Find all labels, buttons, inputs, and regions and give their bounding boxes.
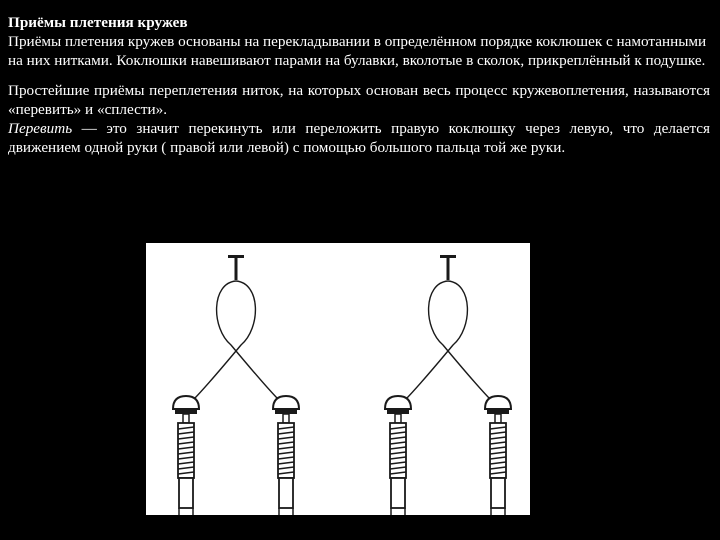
basics-paragraph: Простейшие приёмы переплетения ниток, на которых основан весь процесс кружевоплетения, называются «перевить» и «сплести». <box>8 82 710 118</box>
bobbin-illustration <box>146 243 530 515</box>
intro-paragraph: Приёмы плетения кружев основаны на перекладывании в определённом порядке коклюшек с намотанными на них нитками. Коклюшки навешивают парами на булавки, вколотые в сколок, прикреплённый к подушке. <box>8 33 707 69</box>
bobbin-pair-right <box>385 255 511 515</box>
definition-paragraph <box>8 119 710 157</box>
definition-term: Перевить <box>8 120 73 137</box>
bobbin-pair-left <box>173 255 299 515</box>
bobbin-drawing <box>146 243 530 515</box>
definition-text: — это значит перекинуть или переложить правую коклюшку через левую, что делается движением одной руки ( правой или левой) с помощью большого пальца той же руки. <box>8 120 710 156</box>
slide-title: Приёмы плетения кружев <box>8 14 188 31</box>
text-block <box>8 13 710 157</box>
paragraph-gap <box>8 70 710 81</box>
